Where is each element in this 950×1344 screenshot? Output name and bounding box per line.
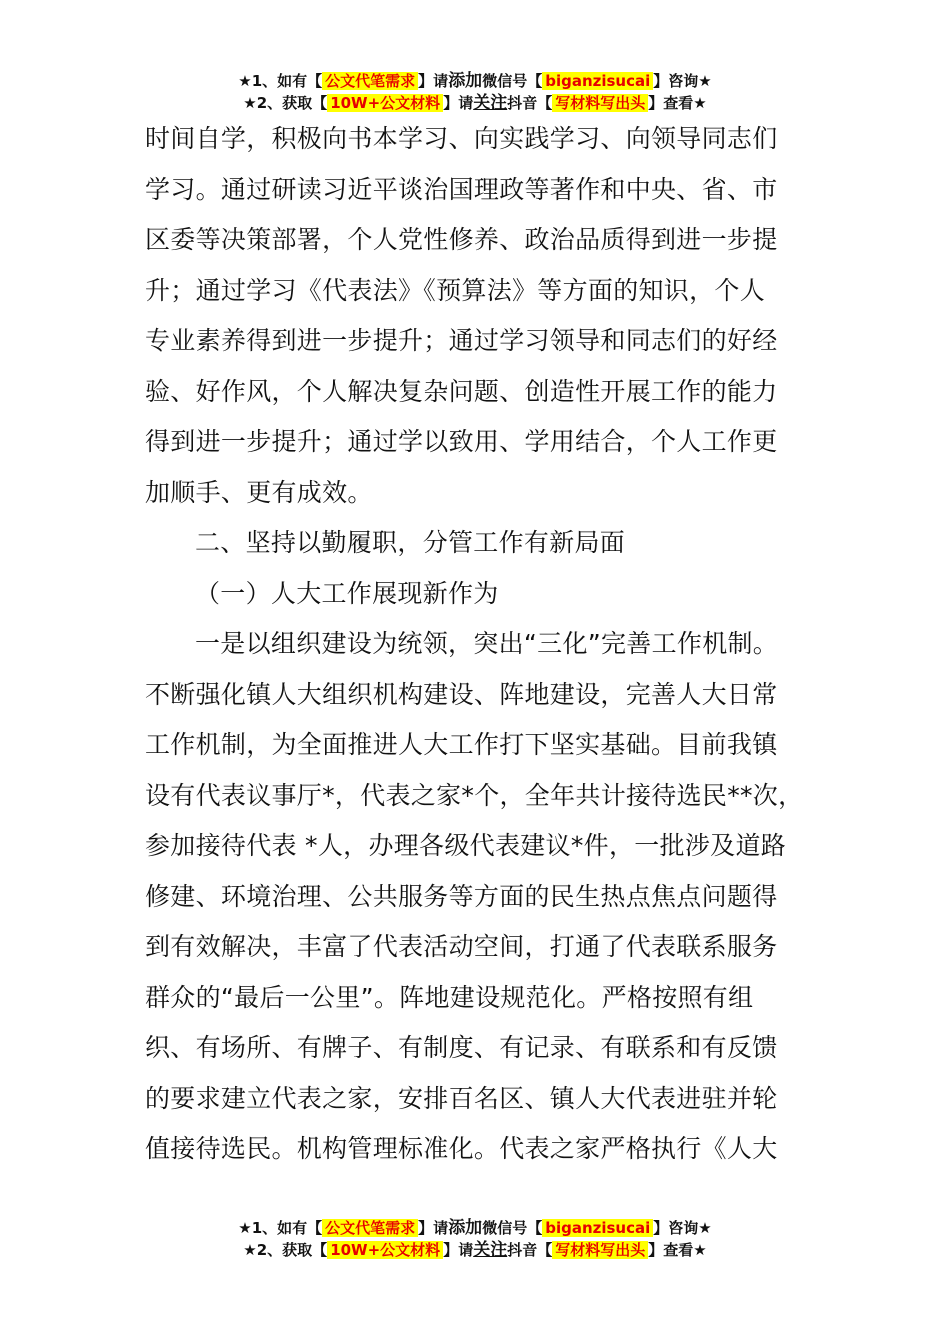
body-line: 工作机制，为全面推进人大工作打下坚实基础。目前我镇	[145, 730, 778, 759]
banner-text: ★1、如有【	[238, 1219, 323, 1237]
body-line: 学习。通过研读习近平谈治国理政等著作和中央、省、市	[145, 174, 778, 204]
banner-text: 抖音【	[507, 1241, 553, 1259]
banner-text: 微信号【	[482, 72, 543, 90]
body-line: 群众的“最后一公里”。阵地建设规范化。严格按照有组	[145, 982, 754, 1012]
body-line: 参加接待代表 *人，办理各级代表建议*件，一批涉及道路	[145, 831, 787, 860]
banner-text: 】请	[443, 1241, 474, 1259]
banner-text: 】请	[418, 72, 449, 90]
banner-text: 抖音【	[507, 94, 553, 112]
banner-emphasis: 添加	[448, 1218, 483, 1238]
banner-text: ★2、获取【	[243, 94, 328, 112]
body-line: 时间自学，积极向书本学习、向实践学习、向领导同志们	[145, 124, 778, 153]
body-line: 修建、环境治理、公共服务等方面的民生热点焦点问题得	[145, 881, 778, 911]
banner-text: 】请	[443, 94, 474, 112]
banner-text: ★1、如有【	[238, 72, 323, 90]
banner-line-2	[0, 92, 950, 114]
body-line: 不断强化镇人大组织机构建设、阵地建设，完善人大日常	[145, 679, 778, 709]
banner-text: 微信号【	[482, 1219, 543, 1237]
body-line: 织、有场所、有牌子、有制度、有记录、有联系和有反馈	[145, 1033, 778, 1062]
body-line: 一是以组织建设为统领，突出“三化”完善工作机制。	[195, 629, 779, 658]
highlight-service: 公文代笔需求	[322, 1219, 418, 1237]
footer-banner	[0, 1217, 950, 1261]
banner-text: 】查看★	[648, 94, 707, 112]
highlight-materials: 10W+公文材料	[327, 94, 443, 112]
body-line: 值接待选民。机构管理标准化。代表之家严格执行《人大	[145, 1134, 778, 1163]
highlight-wechat-id: biganzisucai	[542, 72, 653, 90]
banner-line-1	[0, 1217, 950, 1239]
body-line: 区委等决策部署，个人党性修养、政治品质得到进一步提	[145, 225, 778, 254]
subsection-heading: （一）人大工作展现新作为	[195, 578, 499, 608]
highlight-douyin-account: 写材料写出头	[552, 94, 648, 112]
body-line: 设有代表议事厅*，代表之家*个，全年共计接待选民**次，	[145, 780, 804, 810]
highlight-service: 公文代笔需求	[322, 72, 418, 90]
body-line: 加顺手、更有成效。	[145, 477, 373, 507]
banner-emphasis: 关注	[473, 93, 508, 113]
banner-text: 】咨询★	[653, 72, 712, 90]
highlight-wechat-id: biganzisucai	[542, 1219, 653, 1237]
banner-emphasis: 关注	[473, 1240, 508, 1260]
header-banner	[0, 70, 950, 114]
body-line: 验、好作风，个人解决复杂问题、创造性开展工作的能力	[145, 376, 778, 406]
document-body	[145, 114, 835, 1175]
banner-text: 】请	[418, 1219, 449, 1237]
highlight-douyin-account: 写材料写出头	[552, 1241, 648, 1259]
banner-line-2	[0, 1239, 950, 1261]
body-line: 升；通过学习《代表法》《预算法》等方面的知识，个人	[145, 275, 766, 305]
banner-text: 】查看★	[648, 1241, 707, 1259]
banner-text: 】咨询★	[653, 1219, 712, 1237]
section-heading: 二、坚持以勤履职，分管工作有新局面	[195, 528, 626, 557]
body-line: 的要求建立代表之家，安排百名区、镇人大代表进驻并轮	[145, 1083, 778, 1113]
body-line: 专业素养得到进一步提升；通过学习领导和同志们的好经	[145, 326, 778, 355]
body-line: 到有效解决，丰富了代表活动空间，打通了代表联系服务	[145, 932, 778, 961]
banner-line-1	[0, 70, 950, 92]
banner-emphasis: 添加	[448, 71, 483, 91]
highlight-materials: 10W+公文材料	[327, 1241, 443, 1259]
body-line: 得到进一步提升；通过学以致用、学用结合，个人工作更	[145, 427, 778, 456]
banner-text: ★2、获取【	[243, 1241, 328, 1259]
